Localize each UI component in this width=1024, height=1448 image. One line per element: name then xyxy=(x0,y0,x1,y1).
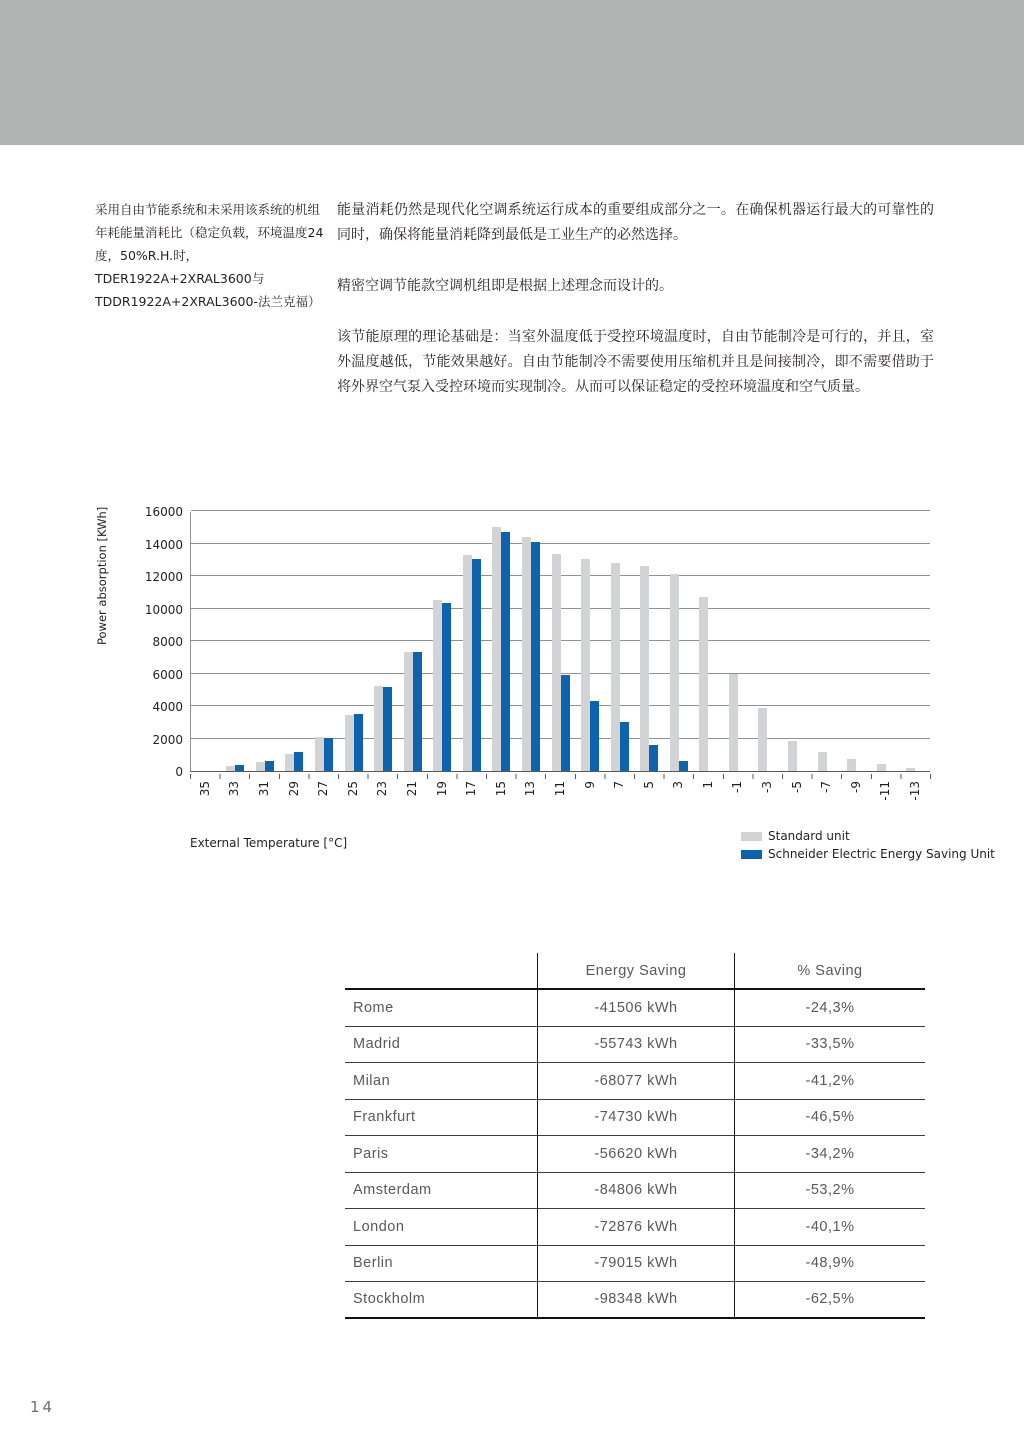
table-cell-city: Stockholm xyxy=(345,1282,537,1319)
x-tick-label: -11 xyxy=(878,781,893,801)
y-tick-label: 8000 xyxy=(152,635,183,649)
table-cell-city: Paris xyxy=(345,1136,537,1173)
category--7 xyxy=(812,512,842,771)
y-tick-label: 16000 xyxy=(144,505,183,519)
x-axis-title: External Temperature [°C] xyxy=(190,836,348,850)
paragraph-2: 精密空调节能款空调机组即是根据上述理念而设计的。 xyxy=(337,278,673,294)
chart-legend xyxy=(741,829,995,865)
chart-bars xyxy=(191,512,930,771)
category--1 xyxy=(723,512,753,771)
x-tick-label: 29 xyxy=(286,781,301,797)
energy-saving-unit-bar xyxy=(235,765,244,771)
table-cell-pct-saving: -53,2% xyxy=(735,1173,925,1210)
paragraph-1: 能量消耗仍然是现代化空调系统运行成本的重要组成部分之一。在确保机器运行最大的可靠性的同时，确保将能量消耗降到最低是工业生产的必然选择。 xyxy=(337,202,934,243)
table-cell-city: Frankfurt xyxy=(345,1100,537,1137)
standard-unit-bar xyxy=(788,741,797,771)
x-tick-label: 23 xyxy=(375,781,390,797)
x-tick-label: -5 xyxy=(789,781,804,793)
category-31 xyxy=(250,512,280,771)
table-header-pct-saving: % Saving xyxy=(735,953,925,990)
standard-unit-bar xyxy=(492,527,501,771)
x-axis-ticks xyxy=(190,774,931,779)
category-19 xyxy=(428,512,458,771)
table-cell-pct-saving: -62,5% xyxy=(735,1282,925,1319)
energy-saving-unit-bar xyxy=(620,722,629,771)
energy-saving-unit-bar xyxy=(324,738,333,771)
standard-unit-bar xyxy=(906,768,915,771)
table-cell-energy-saving: -98348 kWh xyxy=(537,1282,735,1319)
y-tick-label: 4000 xyxy=(152,700,183,714)
table-cell-energy-saving: -84806 kWh xyxy=(537,1173,735,1210)
legend-swatch xyxy=(741,850,762,859)
y-tick-label: 0 xyxy=(175,765,183,779)
y-tick-label: 6000 xyxy=(152,667,183,682)
table-cell-energy-saving: -79015 kWh xyxy=(537,1246,735,1283)
standard-unit-bar xyxy=(522,537,531,771)
energy-saving-unit-bar xyxy=(413,652,422,771)
table-cell-pct-saving: -33,5% xyxy=(735,1027,925,1064)
standard-unit-bar xyxy=(315,737,324,771)
standard-unit-bar xyxy=(581,559,590,771)
standard-unit-bar xyxy=(877,764,886,771)
energy-saving-table xyxy=(345,953,925,1319)
standard-unit-bar xyxy=(374,686,383,771)
table-cell-energy-saving: -41506 kWh xyxy=(537,990,735,1027)
category-27 xyxy=(309,512,339,771)
category--9 xyxy=(841,512,871,771)
energy-saving-unit-bar xyxy=(383,687,392,772)
energy-saving-unit-bar xyxy=(590,701,599,771)
table-header-city xyxy=(345,953,537,990)
x-tick-label: 21 xyxy=(404,781,419,797)
table-cell-city: London xyxy=(345,1209,537,1246)
x-tick-label: 27 xyxy=(316,781,331,797)
legend-label: Schneider Electric Energy Saving Unit xyxy=(768,847,995,861)
header-band xyxy=(0,0,1024,145)
y-tick-label: 10000 xyxy=(144,602,183,617)
category-35 xyxy=(191,512,221,771)
energy-saving-unit-bar xyxy=(501,532,510,771)
page-number: 14 xyxy=(30,1398,56,1416)
table-header-energy-saving: Energy Saving xyxy=(537,953,735,990)
table-cell-pct-saving: -34,2% xyxy=(735,1136,925,1173)
standard-unit-bar xyxy=(404,652,413,771)
category-11 xyxy=(546,512,576,771)
energy-saving-unit-bar xyxy=(649,745,658,771)
standard-unit-bar xyxy=(256,762,265,771)
bar-chart xyxy=(95,495,995,873)
table-cell-energy-saving: -68077 kWh xyxy=(537,1063,735,1100)
table-cell-energy-saving: -56620 kWh xyxy=(537,1136,735,1173)
x-tick-label: 33 xyxy=(227,781,242,797)
energy-saving-unit-bar xyxy=(354,714,363,771)
table-cell-pct-saving: -40,1% xyxy=(735,1209,925,1246)
category-23 xyxy=(368,512,398,771)
x-tick-label: 17 xyxy=(464,781,479,797)
energy-saving-unit-bar xyxy=(561,675,570,771)
standard-unit-bar xyxy=(345,715,354,771)
legend-swatch xyxy=(741,832,762,841)
category-25 xyxy=(339,512,369,771)
paragraph-3: 该节能原理的理论基础是：当室外温度低于受控环境温度时，自由节能制冷是可行的，并且，室外温度越低，节能效果越好。自由节能制冷不需要使用压缩机并且是间接制冷，即不需要借助于将外界空气泵入受控环境而实现制冷。从而可以保证稳定的受控环境温度和空气质量。 xyxy=(337,329,934,395)
x-tick-label: -13 xyxy=(908,781,923,801)
x-tick-label: -7 xyxy=(819,781,834,793)
gridline xyxy=(191,510,930,511)
energy-saving-unit-bar xyxy=(294,752,303,771)
category-3 xyxy=(664,512,694,771)
x-tick-label: -3 xyxy=(760,781,775,793)
table-cell-energy-saving: -55743 kWh xyxy=(537,1027,735,1064)
category-9 xyxy=(575,512,605,771)
table-cell-city: Madrid xyxy=(345,1027,537,1064)
y-tick-label: 14000 xyxy=(144,537,183,552)
chart-plot-area xyxy=(190,512,930,772)
energy-saving-unit-bar xyxy=(679,761,688,771)
x-tick-label: 25 xyxy=(345,781,360,797)
x-tick-label: 11 xyxy=(552,781,567,797)
x-tick-label: 19 xyxy=(434,781,449,797)
margin-note: 采用自由节能系统和未采用该系统的机组年耗能量消耗比（稳定负载，环境温度24度，50%R.H.时，TDER1922A+2XRAL3600与TDDR1922A+2XRAL3600-法兰克福） xyxy=(95,202,324,309)
table-cell-pct-saving: -46,5% xyxy=(735,1100,925,1137)
table-cell-pct-saving: -24,3% xyxy=(735,990,925,1027)
table-cell-energy-saving: -74730 kWh xyxy=(537,1100,735,1137)
category-1 xyxy=(694,512,724,771)
x-tick-label: 15 xyxy=(493,781,508,797)
y-axis-title: Power absorption [KWh] xyxy=(95,506,109,645)
category-33 xyxy=(221,512,251,771)
standard-unit-bar xyxy=(818,752,827,772)
standard-unit-bar xyxy=(552,554,561,771)
category-21 xyxy=(398,512,428,771)
category-5 xyxy=(634,512,664,771)
x-tick-label: 3 xyxy=(671,781,686,789)
x-tick-label: 1 xyxy=(700,781,715,789)
legend-label: Standard unit xyxy=(768,829,850,843)
standard-unit-bar xyxy=(433,600,442,771)
category--3 xyxy=(753,512,783,771)
energy-saving-unit-bar xyxy=(531,542,540,771)
standard-unit-bar xyxy=(670,574,679,771)
standard-unit-bar xyxy=(226,766,235,771)
legend-item xyxy=(741,847,995,861)
energy-saving-unit-bar xyxy=(442,603,451,771)
x-tick-label: 5 xyxy=(641,781,656,789)
table-cell-city: Milan xyxy=(345,1063,537,1100)
standard-unit-bar xyxy=(640,566,649,771)
x-tick-label: 7 xyxy=(612,781,627,789)
category-7 xyxy=(605,512,635,771)
table-cell-city: Berlin xyxy=(345,1246,537,1283)
body-text xyxy=(337,198,934,426)
table-cell-energy-saving: -72876 kWh xyxy=(537,1209,735,1246)
x-tick-label: 13 xyxy=(523,781,538,797)
energy-saving-unit-bar xyxy=(472,559,481,771)
standard-unit-bar xyxy=(463,555,472,771)
category--13 xyxy=(901,512,931,771)
x-tick-label: 31 xyxy=(256,781,271,797)
category--5 xyxy=(782,512,812,771)
table-cell-city: Rome xyxy=(345,990,537,1027)
category-15 xyxy=(487,512,517,771)
table-cell-pct-saving: -41,2% xyxy=(735,1063,925,1100)
table-cell-city: Amsterdam xyxy=(345,1173,537,1210)
category-13 xyxy=(516,512,546,771)
standard-unit-bar xyxy=(847,759,856,771)
standard-unit-bar xyxy=(285,754,294,771)
standard-unit-bar xyxy=(611,563,620,771)
category-29 xyxy=(280,512,310,771)
table-cell-pct-saving: -48,9% xyxy=(735,1246,925,1283)
x-tick-label: 9 xyxy=(582,781,597,789)
category--11 xyxy=(871,512,901,771)
x-axis-labels xyxy=(190,781,930,801)
x-tick-label: -1 xyxy=(730,781,745,793)
legend-item xyxy=(741,829,995,843)
x-tick-label: -9 xyxy=(848,781,863,793)
y-tick-label: 12000 xyxy=(144,570,183,584)
x-tick-label: 35 xyxy=(197,781,212,797)
standard-unit-bar xyxy=(729,674,738,772)
standard-unit-bar xyxy=(758,708,767,771)
energy-saving-unit-bar xyxy=(265,761,274,771)
category-17 xyxy=(457,512,487,771)
standard-unit-bar xyxy=(699,597,708,771)
y-tick-label: 2000 xyxy=(152,732,183,747)
